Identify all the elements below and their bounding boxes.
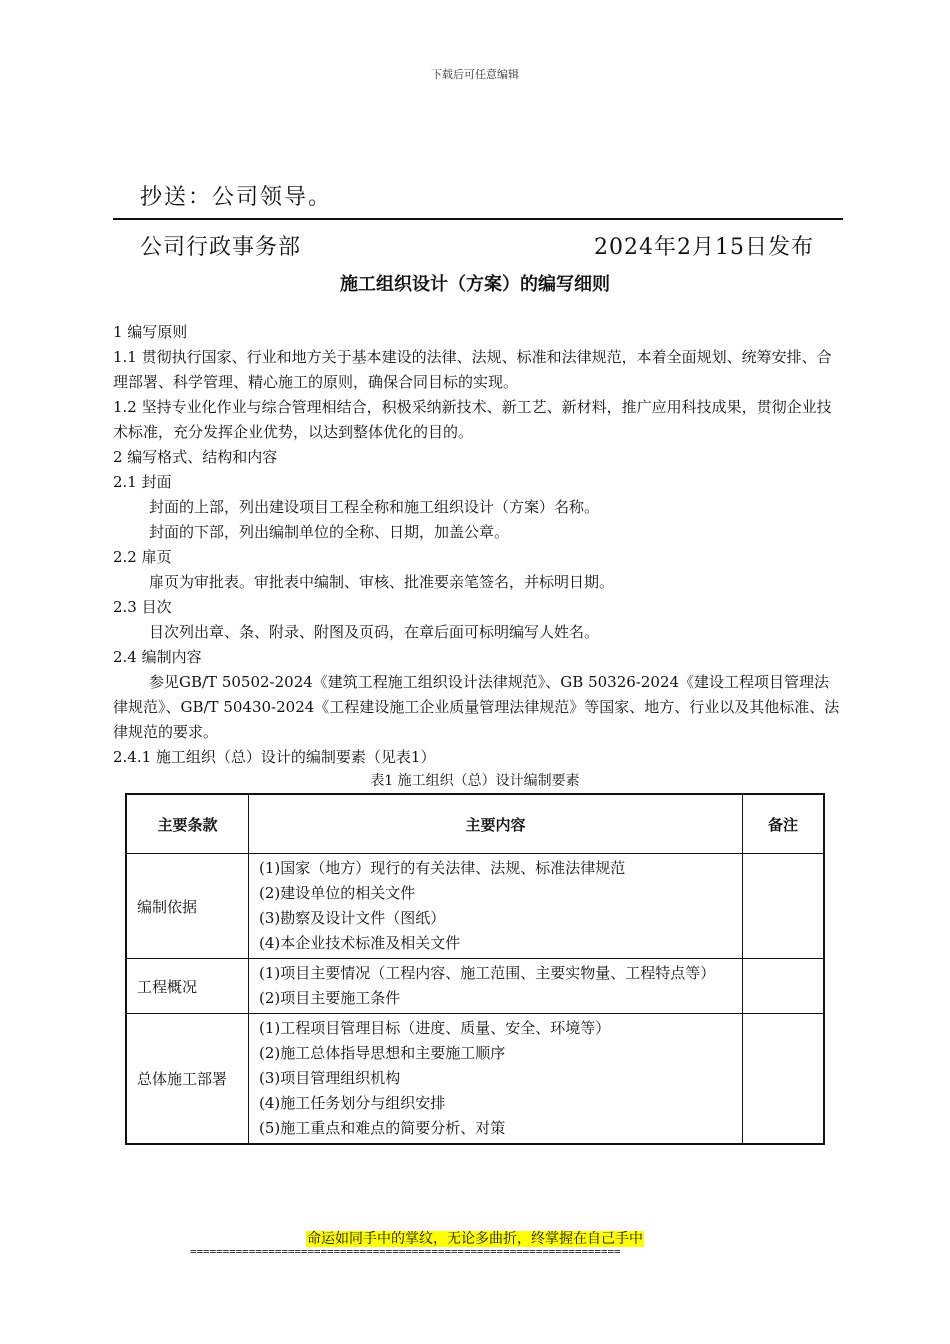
content-line: (1)项目主要情况（工程内容、施工范围、主要实物量、工程特点等） [259, 964, 716, 982]
clause-cell: 工程概况 [126, 959, 249, 1014]
table-header-content: 主要内容 [249, 794, 743, 854]
paragraph: 1.1 贯彻执行国家、行业和地方关于基本建设的法律、法规、标准和法律规范，本着全面规划、统筹安排、合理部署、科学管理、精心施工的原则，确保合同目标的实现。 [113, 348, 832, 391]
content-line: (2)施工总体指导思想和主要施工顺序 [259, 1044, 506, 1062]
footer-quote-text: 命运如同手中的掌纹，无论多曲折，终掌握在自己手中 [307, 1231, 643, 1247]
clause-cell: 总体施工部署 [126, 1014, 249, 1145]
content-line: (4)施工任务划分与组织安排 [259, 1094, 446, 1112]
paragraph: 扉页为审批表。审批表中编制、审核、批准要亲笔签名，并标明日期。 [149, 573, 615, 591]
content-line: (5)施工重点和难点的简要分析、对策 [259, 1119, 506, 1137]
remark-cell [743, 1014, 825, 1145]
footer-rule: ================================================================== [190, 1245, 621, 1258]
paragraph: 封面的下部，列出编制单位的全称、日期，加盖公章。 [149, 523, 510, 541]
content-line: (3)勘察及设计文件（图纸） [259, 909, 446, 927]
cc-line: 抄送：公司领导。 [140, 185, 333, 210]
issuing-department: 公司行政事务部 [140, 235, 302, 260]
requirements-table [125, 793, 825, 1145]
paragraph: 参见GB/T 50502-2024《建筑工程施工组织设计法律规范》、GB 50326-2024《建设工程项目管理法律规范》、GB/T 50430-2024《工程建设施工企业质量管理法律规范》等国家、地方、行业以及其他标准、法律规范的要求。 [113, 673, 840, 741]
content-line: (1)国家（地方）现行的有关法律、法规、标准法律规范 [259, 859, 626, 877]
paragraph: 目次列出章、条、附录、附图及页码，在章后面可标明编写人姓名。 [149, 623, 600, 641]
subsection-heading: 2.4 编制内容 [113, 648, 202, 666]
content-cell [249, 1014, 743, 1145]
subsection-heading: 2.4.1 施工组织（总）设计的编制要素（见表1） [113, 748, 436, 766]
header-divider [113, 218, 843, 220]
content-cell [249, 854, 743, 959]
remark-cell [743, 854, 825, 959]
table-header-clause: 主要条款 [126, 794, 249, 854]
subsection-heading: 2.1 封面 [113, 473, 172, 491]
table-row [126, 959, 824, 1014]
download-note: 下载后可任意编辑 [431, 68, 519, 81]
content-line: (2)项目主要施工条件 [259, 989, 401, 1007]
content-line: (3)项目管理组织机构 [259, 1069, 401, 1087]
subsection-heading: 2.3 目次 [113, 598, 172, 616]
subsection-heading: 2.2 扉页 [113, 548, 172, 566]
content-line: (2)建设单位的相关文件 [259, 884, 416, 902]
table-row [126, 1014, 824, 1145]
document-body [113, 320, 841, 770]
section-heading: 2 编写格式、结构和内容 [113, 448, 278, 466]
content-cell [249, 959, 743, 1014]
content-line: (4)本企业技术标准及相关文件 [259, 934, 461, 952]
content-line: (1)工程项目管理目标（进度、质量、安全、环境等） [259, 1019, 611, 1037]
remark-cell [743, 959, 825, 1014]
section-heading: 1 编写原则 [113, 323, 188, 341]
table-header-remark: 备注 [743, 794, 825, 854]
paragraph: 1.2 坚持专业化作业与综合管理相结合，积极采纳新技术、新工艺、新材料，推广应用科技成果，贯彻企业技术标准，充分发挥企业优势，以达到整体优化的目的。 [113, 398, 832, 441]
table-caption: 表1 施工组织（总）设计编制要素 [370, 773, 580, 789]
paragraph: 封面的上部，列出建设项目工程全称和施工组织设计（方案）名称。 [149, 498, 600, 516]
clause-cell: 编制依据 [126, 854, 249, 959]
document-title: 施工组织设计（方案）的编写细则 [340, 274, 610, 295]
publish-date: 2024年2月15日发布 [594, 235, 814, 260]
table-row [126, 854, 824, 959]
